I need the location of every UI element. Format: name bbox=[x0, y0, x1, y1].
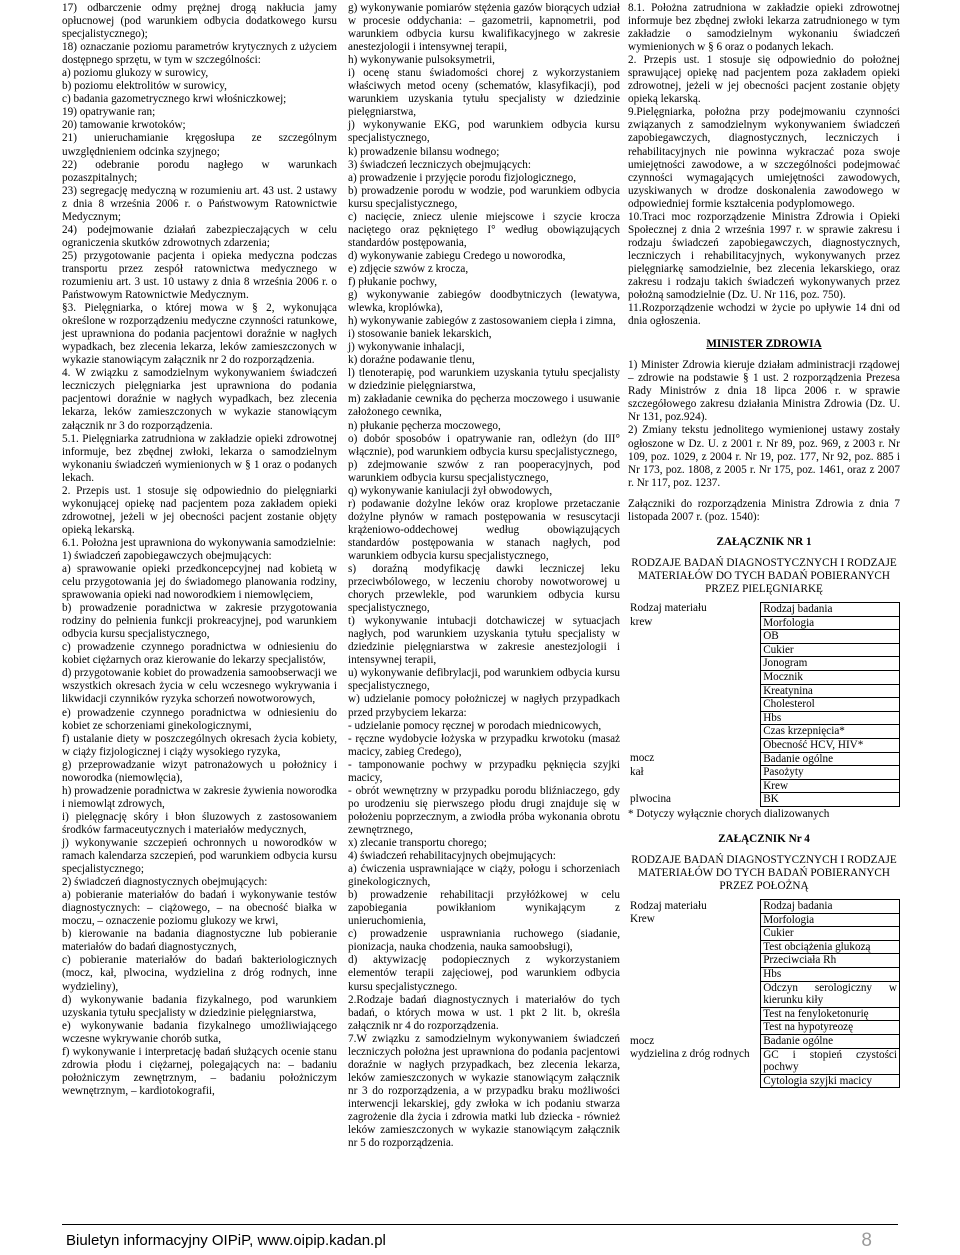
paragraph: 2. Przepis ust. 1 stosuje się odpowiednio do pielęgniarki wykonującej opiekę nad pacjentem poza zakładem opieki zdrowotnej, jeżeli w jej obecności pacjent zostanie objęty opieką lekarską. bbox=[62, 484, 337, 536]
material-cell bbox=[628, 670, 761, 684]
material-cell bbox=[628, 940, 761, 954]
paragraph: q) wykonywanie kaniulacji żył obwodowych, bbox=[348, 484, 553, 497]
attachment-1-title: ZAŁĄCZNIK NR 1 bbox=[716, 535, 812, 548]
paragraph: c) badania gazometrycznego krwi włośniczkowej; bbox=[62, 93, 287, 106]
paragraph: r) podawanie dożylne leków oraz kroplowe przetaczanie dożylne płynów w ramach postępowania w resuscytacji krążeniowo-oddechowej według obowiązujących standardów postępowania w stanach nagłych, pod warunkiem odbycia kursu specjalistycznego, bbox=[348, 497, 620, 562]
text-column-2 bbox=[348, 2, 620, 1150]
table-row bbox=[628, 1021, 900, 1035]
material-cell bbox=[628, 779, 761, 793]
paragraph: d) wykonywanie zabiegu Credego u noworodka, bbox=[348, 249, 566, 262]
material-cell bbox=[628, 927, 761, 941]
paragraph: 5.1. Pielęgniarka zatrudniona w zakładzie opieki zdrowotnej informuje, bez zbędnej zwłoki, lekarza o samodzielnym wykonaniu świadczeń wymienionych w § 1 oraz o podanych lekach. bbox=[62, 432, 337, 484]
material-cell bbox=[628, 954, 761, 968]
paragraph: 23) segregację medyczną w rozumieniu art. 43 ust. 2 ustawy z dnia 8 września 2006 r. o Państwowym Ratownictwie Medycznym; bbox=[62, 184, 337, 223]
paragraph: a) pobieranie materiałów do badań i wykonywanie testów diagnostycznych: – ciążowego, – na obecność białka w moczu, – oznaczenie poziomu glukozy we krwi, bbox=[62, 889, 337, 928]
attachment-4-subtitle: RODZAJE BADAŃ DIAGNOSTYCZNYCH I RODZAJE MATERIAŁÓW DO TYCH BADAŃ POBIERANYCH PRZEZ POŁOŻNĄ bbox=[631, 853, 897, 893]
table-row bbox=[628, 643, 900, 657]
test-cell: Badanie ogólne bbox=[761, 1035, 900, 1049]
paragraph: a) sprawowanie opieki przedkoncepcyjnej nad kobietą w celu przygotowania jej do świadomego planowania rodziny, sprawowania opieki nad noworodkiem i niemowlęciem, bbox=[62, 563, 337, 602]
test-cell: Czas krzepnięcia* bbox=[761, 725, 900, 739]
table-row bbox=[628, 616, 900, 630]
material-cell bbox=[628, 1021, 761, 1035]
attachment-4-table bbox=[628, 899, 900, 1088]
table-row bbox=[628, 630, 900, 644]
material-cell bbox=[628, 630, 761, 644]
test-cell: Kreatynina bbox=[761, 684, 900, 698]
table-row bbox=[628, 670, 900, 684]
paragraph: a) ćwiczenia usprawniające w ciąży, połogu i schorzeniach ginekologicznych, bbox=[348, 863, 620, 889]
table-row bbox=[628, 752, 900, 766]
paragraph: f) płukanie pochwy, bbox=[348, 275, 438, 288]
material-cell bbox=[628, 1007, 761, 1021]
paragraph: m) zakładanie cewnika do pęcherza moczowego i usuwanie założonego cewnika, bbox=[348, 393, 620, 419]
paragraph: j) wykonywanie inhalacji, bbox=[348, 341, 465, 354]
paragraph: d) aktywizację podopiecznych z wykorzystaniem elementów terapii zajęciowej, pod warunkiem odbycia kursu specjalistycznego. bbox=[348, 954, 620, 993]
test-cell: Krew bbox=[761, 779, 900, 793]
paragraph: a) poziomu glukozy w surowicy, bbox=[62, 67, 209, 80]
paragraph: e) wykonywanie badania fizykalnego umożliwiającego wczesne wykrywanie chorób sutka, bbox=[62, 1019, 337, 1045]
paragraph: 2. Przepis ust. 1 stosuje się odpowiednio do położnej sprawującej opiekę nad pacjentem poza zakładem opieki zdrowotnej, jeżeli w jej obecności pacjent zostanie objęty opieką lekarską. bbox=[628, 54, 900, 106]
text-column-1 bbox=[62, 2, 337, 1098]
material-cell bbox=[628, 657, 761, 671]
material-cell: kał bbox=[630, 765, 644, 778]
paragraph: g) przeprowadzanie wizyt patronażowych u położnicy i noworodka (niemowlęcia), bbox=[62, 758, 337, 784]
paragraph: 1) świadczeń zapobiegawczych obejmujących: bbox=[62, 549, 272, 562]
test-cell: Cytologia szyjki macicy bbox=[761, 1074, 900, 1088]
paragraph: h) prowadzenie poradnictwa w zakresie żywienia noworodka i niemowląt zdrowych, bbox=[62, 784, 337, 810]
paragraph: 24) podejmowanie działań zabezpieczających w celu ograniczenia skutków zdrowotnych zdarzenia; bbox=[62, 223, 337, 249]
paragraph: n) płukanie pęcherza moczowego, bbox=[348, 419, 501, 432]
paragraph: 10.Traci moc rozporządzenie Ministra Zdrowia i Opieki Społecznej z dnia 2 września 1997 r. w sprawie zakresu i rodzaju świadczeń zapobiegawczych, diagnostycznych, leczniczych i rehabilitacyjnych, wykonywanych przez pielęgniarkę samodzielnie, bez zlecenia lekarskiego, oraz zakresu i rodzaju takich świadczeń wykonywanych przez położną samodzielnie (Dz. U. Nr 116, poz. 750). bbox=[628, 210, 900, 302]
test-cell: Morfologia bbox=[761, 913, 900, 927]
column-header: Rodzaj materiału bbox=[630, 899, 707, 912]
footer-divider bbox=[62, 1224, 898, 1225]
paragraph: i) pielęgnację skóry i błon śluzowych z zastosowaniem środków farmaceutycznych i materiałów medycznych, bbox=[62, 810, 337, 836]
paragraph: t) wykonywanie intubacji dotchawiczej w sytuacjach nagłych, pod warunkiem uzyskania tytułu specjalisty w dziedzinie pielęgniarstwa w zakresie anestezjologii i intensywnej terapii, bbox=[348, 615, 620, 667]
paragraph: 19) opatrywanie ran; bbox=[62, 106, 156, 119]
paragraph: 2.Rodzaje badań diagnostycznych i materiałów do tych badań, o których mowa w ust. 1 pkt 2 lit. b, określa załącznik nr 4 do rozporządzenia. bbox=[348, 993, 620, 1032]
minister-signature: MINISTER ZDROWIA bbox=[706, 338, 822, 351]
test-cell: Hbs bbox=[761, 968, 900, 982]
text-column-3 bbox=[628, 2, 900, 1088]
material-cell: Krew bbox=[630, 913, 655, 926]
test-cell: Morfologia bbox=[761, 616, 900, 630]
table-row bbox=[628, 711, 900, 725]
table-header-row bbox=[628, 900, 900, 914]
paragraph: b) kierowanie na badania diagnostyczne lub pobieranie materiałów do badań diagnostycznych, bbox=[62, 928, 337, 954]
material-cell bbox=[628, 711, 761, 725]
attachment-1-table bbox=[628, 602, 900, 807]
paragraph: f) wykonywanie i interpretację badań służących ocenie stanu zdrowia płodu i ciężarnej, polegających na: – badaniu położniczym zewnętrznym, – badaniu położniczym wewnętrznym, – kardiotokografii, bbox=[62, 1045, 337, 1097]
paragraph: o) dobór sposobów i opatrywanie ran, odleżyn (do III° włącznie), pod warunkiem odbycia kursu specjalistycznego, bbox=[348, 432, 620, 458]
test-cell: Odczyn serologiczny w kierunku kiły bbox=[761, 981, 900, 1007]
paragraph: d) wykonywanie badania fizykalnego, pod warunkiem uzyskania tytułu specjalisty w dziedzinie pielęgniarstwa, bbox=[62, 993, 337, 1019]
attachment-4-title: ZAŁĄCZNIK Nr 4 bbox=[718, 832, 810, 845]
paragraph: w) udzielanie pomocy położniczej w nagłych przypadkach przed przybyciem lekarza: bbox=[348, 693, 620, 719]
paragraph: 21) unieruchamianie kręgosłupa ze szczególnym uwzględnieniem odcinka szyjnego; bbox=[62, 132, 337, 158]
material-cell bbox=[628, 643, 761, 657]
table-row bbox=[628, 779, 900, 793]
attachments-intro: Załączniki do rozporządzenia Ministra Zdrowia z dnia 7 listopada 2007 r. (poz. 1540): bbox=[628, 497, 900, 523]
material-cell bbox=[628, 981, 761, 1007]
paragraph: - ręczne wydobycie łożyska w przypadku krwotoku (masaż macicy, zabieg Credego), bbox=[348, 732, 620, 758]
paragraph: 18) oznaczanie poziomu parametrów krytycznych z użyciem dostępnego sprzętu, w tym w szczególności: bbox=[62, 41, 337, 67]
material-cell: wydzielina z dróg rodnych bbox=[630, 1048, 750, 1061]
paragraph: - udzielanie pomocy ręcznej w porodach miednicowych, bbox=[348, 719, 602, 732]
material-cell: mocz bbox=[630, 1034, 655, 1047]
paragraph: f) ustalanie diety w poszczególnych okresach życia kobiety, w ciąży fizjologicznej i ciąży wysokiego ryzyka, bbox=[62, 732, 337, 758]
table-row bbox=[628, 927, 900, 941]
paragraph: h) wykonywanie pulsoksymetrii, bbox=[348, 54, 495, 67]
table-row bbox=[628, 968, 900, 982]
test-cell: Mocznik bbox=[761, 670, 900, 684]
test-cell: Cukier bbox=[761, 927, 900, 941]
column-3-paragraphs bbox=[628, 2, 900, 328]
paragraph: p) zdejmowanie szwów z ran pooperacyjnych, pod warunkiem odbycia kursu specjalistycznego, bbox=[348, 458, 620, 484]
paragraph: 20) tamowanie krwotoków; bbox=[62, 119, 186, 132]
paragraph: 6.1. Położna jest uprawniona do wykonywania samodzielnie: bbox=[62, 536, 337, 549]
footnotes bbox=[628, 359, 900, 489]
material-cell bbox=[628, 684, 761, 698]
attachment-1-subtitle: RODZAJE BADAŃ DIAGNOSTYCZNYCH I RODZAJE MATERIAŁÓW DO TYCH BADAŃ POBIERANYCH PRZEZ PIELĘGNIARKĘ bbox=[631, 556, 897, 595]
paragraph: 8.1. Położna zatrudniona w zakładzie opieki zdrowotnej informuje bez zbędnej zwłoki lekarza zatrudnionego w tym zakładzie o samodzielnym wykonaniu świadczeń wymienionych w § 6 oraz o podanych lekach. bbox=[628, 2, 900, 54]
table-row bbox=[628, 725, 900, 739]
paragraph: 2) Zmiany tekstu jednolitego wymienionej ustawy zostały ogłoszone w Dz. U. z 2001 r. Nr 89, poz. 969, z 2003 r. Nr 109, poz. 1029, z 2004 r. Nr 19, poz. 177, Nr 92, poz. 885 i Nr 173, poz. 1808, z 2005 r. Nr 175, poz. 1461, oraz z 2007 r. Nr 117, poz. 1237. bbox=[628, 424, 900, 489]
table-row bbox=[628, 940, 900, 954]
paragraph: 4) świadczeń rehabilitacyjnych obejmujących: bbox=[348, 850, 556, 863]
paragraph: i) stosowanie baniek lekarskich, bbox=[348, 328, 492, 341]
paragraph: c) nacięcie, zniecz ulenie miejscowe i szycie krocza naciętego oraz pękniętego I° według obowiązujących standardów postępowania, bbox=[348, 210, 620, 249]
paragraph: 4. W związku z samodzielnym wykonywaniem świadczeń leczniczych pielęgniarka jest uprawniona do podania pacjentowi doraźnie w nagłych wypadkach, bez zlecenia lekarza, leków zamieszczonych w wykazie stanowiącym załącznik nr 3 do rozporządzenia. bbox=[62, 367, 337, 432]
paragraph: j) wykonywanie EKG, pod warunkiem odbycia kursu specjalistycznego, bbox=[348, 119, 620, 145]
column-header: Rodzaj materiału bbox=[630, 602, 707, 615]
test-cell: Test obciążenia glukozą bbox=[761, 940, 900, 954]
paragraph: i) ocenę stanu świadomości chorej z wykorzystaniem właściwych metod oceny (schematów, klasyfikacji), pod warunkiem uzyskania tytułu specjalisty w dziedzinie pielęgniarstwa, bbox=[348, 67, 620, 119]
material-cell bbox=[628, 725, 761, 739]
material-cell: plwocina bbox=[630, 792, 672, 805]
paragraph: k) doraźne podawanie tlenu, bbox=[348, 354, 475, 367]
table-row bbox=[628, 1007, 900, 1021]
material-cell bbox=[628, 698, 761, 712]
table-row bbox=[628, 913, 900, 927]
paragraph: e) prowadzenie czynnego poradnictwa w odniesieniu do kobiet ze schorzeniami ginekologicznymi, bbox=[62, 706, 337, 732]
table-row bbox=[628, 738, 900, 752]
paragraph: 1) Minister Zdrowia kieruje działam administracji rządowej – zdrowie na podstawie § 1 ust. 2 rozporządzenia Prezesa Rady Ministrów z dnia 18 lipca 2006 r. w sprawie szczegółowego zakresu działania Ministra Zdrowia (Dz. U. Nr 131, poz.924). bbox=[628, 359, 900, 424]
table-row bbox=[628, 981, 900, 1007]
table-row bbox=[628, 1035, 900, 1049]
paragraph: x) zlecanie transportu chorego; bbox=[348, 837, 487, 849]
paragraph: c) pobieranie materiałów do badań bakteriologicznych (mocz, kał, plwocina, wydzielina z dróg rodnych, inne wydzieliny), bbox=[62, 954, 337, 993]
test-cell: Badanie ogólne bbox=[761, 752, 900, 766]
material-cell bbox=[628, 968, 761, 982]
paragraph: 7.W związku z samodzielnym wykonywaniem świadczeń leczniczych położna jest uprawniona do podania pacjentowi doraźnie w nagłych przypadkach, bez zlecenia lekarza, leków zamieszczonych w wykazie stanowiącym załącznik nr 3 do rozporządzenia, a w przypadku braku możliwości interwencji lekarskiej, gdy zwłoka w ich podaniu stwarza zagrożenie dla życia i zdrowia matki lub dziecka - również leków zamieszczonych w wykazie stanowiącym załącznik nr 5 do rozporządzenia. bbox=[348, 1032, 620, 1150]
table-header-row bbox=[628, 602, 900, 616]
paragraph: g) wykonywanie zabiegów doodbytniczych (lewatywa, wlewka, kroplówka), bbox=[348, 289, 620, 315]
table-row bbox=[628, 793, 900, 807]
paragraph: g) wykonywanie pomiarów stężenia gazów biorących udział w procesie oddychania: – gazometrii, kapnometrii, pod warunkiem odbycia kursu kwalifikacyjnego w zakresie anestezjologii i intensywnej terapii, bbox=[348, 2, 620, 54]
paragraph: 11.Rozporządzenie wchodzi w życie po upływie 14 dni od dnia ogłoszenia. bbox=[628, 302, 900, 328]
material-cell bbox=[628, 738, 761, 752]
table-row bbox=[628, 1048, 900, 1074]
table-row bbox=[628, 657, 900, 671]
column-header: Rodzaj badania bbox=[761, 602, 900, 616]
paragraph: 9.Pielęgniarka, położna przy podejmowaniu czynności związanych z samodzielnym wykonywaniem świadczeń zapobiegawczych, diagnostycznych, leczniczych i rehabilitacyjnych nie powinna wykraczać poza swoje umiejętności zawodowe, a w szczególności podejmować czynności wymagających umiejętności zawodowych, uzyskiwanych w drodze doskonalenia zawodowego w odpowiedniej formie kształcenia podyplomowego. bbox=[628, 106, 900, 210]
paragraph: b) poziomu elektrolitów w surowicy, bbox=[62, 80, 227, 93]
test-cell: Cholesterol bbox=[761, 698, 900, 712]
test-cell: Test na fenyloketonurię bbox=[761, 1007, 900, 1021]
table-row bbox=[628, 954, 900, 968]
test-cell: Jonogram bbox=[761, 657, 900, 671]
table-row bbox=[628, 684, 900, 698]
material-cell bbox=[628, 1074, 761, 1088]
test-cell: GC i stopień czystości pochwy bbox=[761, 1048, 900, 1074]
column-header: Rodzaj badania bbox=[761, 900, 900, 914]
material-cell: mocz bbox=[630, 752, 655, 764]
test-cell: Cukier bbox=[761, 643, 900, 657]
paragraph: b) prowadzenie porodu w wodzie, pod warunkiem odbycia kursu specjalistycznego, bbox=[348, 184, 620, 210]
test-cell: OB bbox=[761, 630, 900, 644]
paragraph: e) zdjęcie szwów z krocza, bbox=[348, 262, 469, 275]
paragraph: §3. Pielęgniarka, o której mowa w § 2, wykonująca określone w rozporządzeniu medyczne czynności ratunkowe, jest uprawniona do podania pacjentowi doraźnie w nagłych wypadkach, bez zlecenia lekarza, leków zamieszczonych w wykazie stanowiącym załącznik nr 2 do rozporządzenia. bbox=[62, 302, 337, 367]
paragraph: 25) przygotowanie pacjenta i opieka medyczna podczas transportu przez zespół ratownictwa medycznego w rozumieniu art. 3 ust. 10 ustawy z dnia 8 września 2006 r. o Państwowym Ratownictwie Medycznym. bbox=[62, 249, 337, 302]
test-cell: BK bbox=[761, 793, 900, 807]
paragraph: b) prowadzenie rehabilitacji przyłóżkowej w celu zapobiegania powikłaniom wynikającym z unieruchomienia, bbox=[348, 889, 620, 928]
table-row bbox=[628, 1074, 900, 1088]
table-row bbox=[628, 698, 900, 712]
paragraph: d) przygotowanie kobiet do prowadzenia samoobserwacji we wszystkich okresach życia w celu wczesnego wykrywania i likwidacji czynników ryzyka schorzeń nowotworowych, bbox=[62, 667, 337, 706]
paragraph: a) prowadzenie i przyjęcie porodu fizjologicznego, bbox=[348, 171, 576, 184]
paragraph: j) wykonywanie szczepień ochronnych u noworodków w ramach kalendarza szczepień, pod warunkiem odbycia kursu specjalistycznego; bbox=[62, 837, 337, 876]
test-cell: Hbs bbox=[761, 711, 900, 725]
attachment-1-note: * Dotyczy wyłącznie chorych dializowanych bbox=[628, 807, 830, 820]
test-cell: Test na hypotyreozę bbox=[761, 1021, 900, 1035]
paragraph: h) wykonywanie zabiegów z zastosowaniem ciepła i zimna, bbox=[348, 315, 616, 328]
page-number: 8 bbox=[861, 1230, 872, 1251]
test-cell: Przeciwciała Rh bbox=[761, 954, 900, 968]
paragraph: u) wykonywanie defibrylacji, pod warunkiem odbycia kursu specjalistycznego, bbox=[348, 667, 620, 693]
paragraph: 17) odbarczenie odmy prężnej drogą nakłucia jamy opłucnowej (pod warunkiem odbycia dodatkowego kursu specjalistycznego); bbox=[62, 2, 337, 41]
test-cell: Pasożyty bbox=[761, 766, 900, 780]
table-row bbox=[628, 766, 900, 780]
paragraph: - obrót wewnętrzny w przypadku porodu bliźniaczego, gdy po urodzeniu się pierwszego płodu drugi znajduje się w położeniu poprzecznym, a zwiodła próba wykonania obrotu zewnętrznego, bbox=[348, 784, 620, 836]
paragraph: 2) świadczeń diagnostycznych obejmujących: bbox=[62, 876, 268, 889]
material-cell: krew bbox=[630, 616, 653, 629]
paragraph: l) tlenoterapię, pod warunkiem uzyskania tytułu specjalisty w dziedzinie pielęgniarstwa, bbox=[348, 367, 620, 393]
paragraph: - tamponowanie pochwy w przypadku pęknięcia szyjki macicy, bbox=[348, 758, 620, 784]
test-cell: Obecność HCV, HIV* bbox=[761, 738, 900, 752]
footer-text: Biuletyn informacyjny OIPiP, www.oipip.kadan.pl bbox=[66, 1232, 386, 1249]
paragraph: b) prowadzenie poradnictwa w zakresie przygotowania rodziny do pełnienia funkcji prokreacyjnej, pod warunkiem odbycia kursu specjalistycznego, bbox=[62, 602, 337, 641]
paragraph: c) prowadzenie czynnego poradnictwa w odniesieniu do kobiet ciężarnych oraz kierowanie do lekarzy specjalistów, bbox=[62, 641, 337, 667]
paragraph: 3) świadczeń leczniczych obejmujących: bbox=[348, 158, 531, 171]
paragraph: k) prowadzenie bilansu wodnego; bbox=[348, 145, 500, 158]
paragraph: s) doraźną modyfikację dawki leczniczej leku przeciwbólowego, w leczeniu choroby nowotworowej u chorych przewlekle, pod warunkiem odbycia kursu specjalistycznego, bbox=[348, 563, 620, 615]
paragraph: c) prowadzenie usprawniania ruchowego (siadanie, pionizacja, nauka chodzenia, nauka samoobsługi), bbox=[348, 928, 620, 954]
paragraph: 22) odebranie porodu nagłego w warunkach pozaszpitalnych; bbox=[62, 158, 337, 184]
